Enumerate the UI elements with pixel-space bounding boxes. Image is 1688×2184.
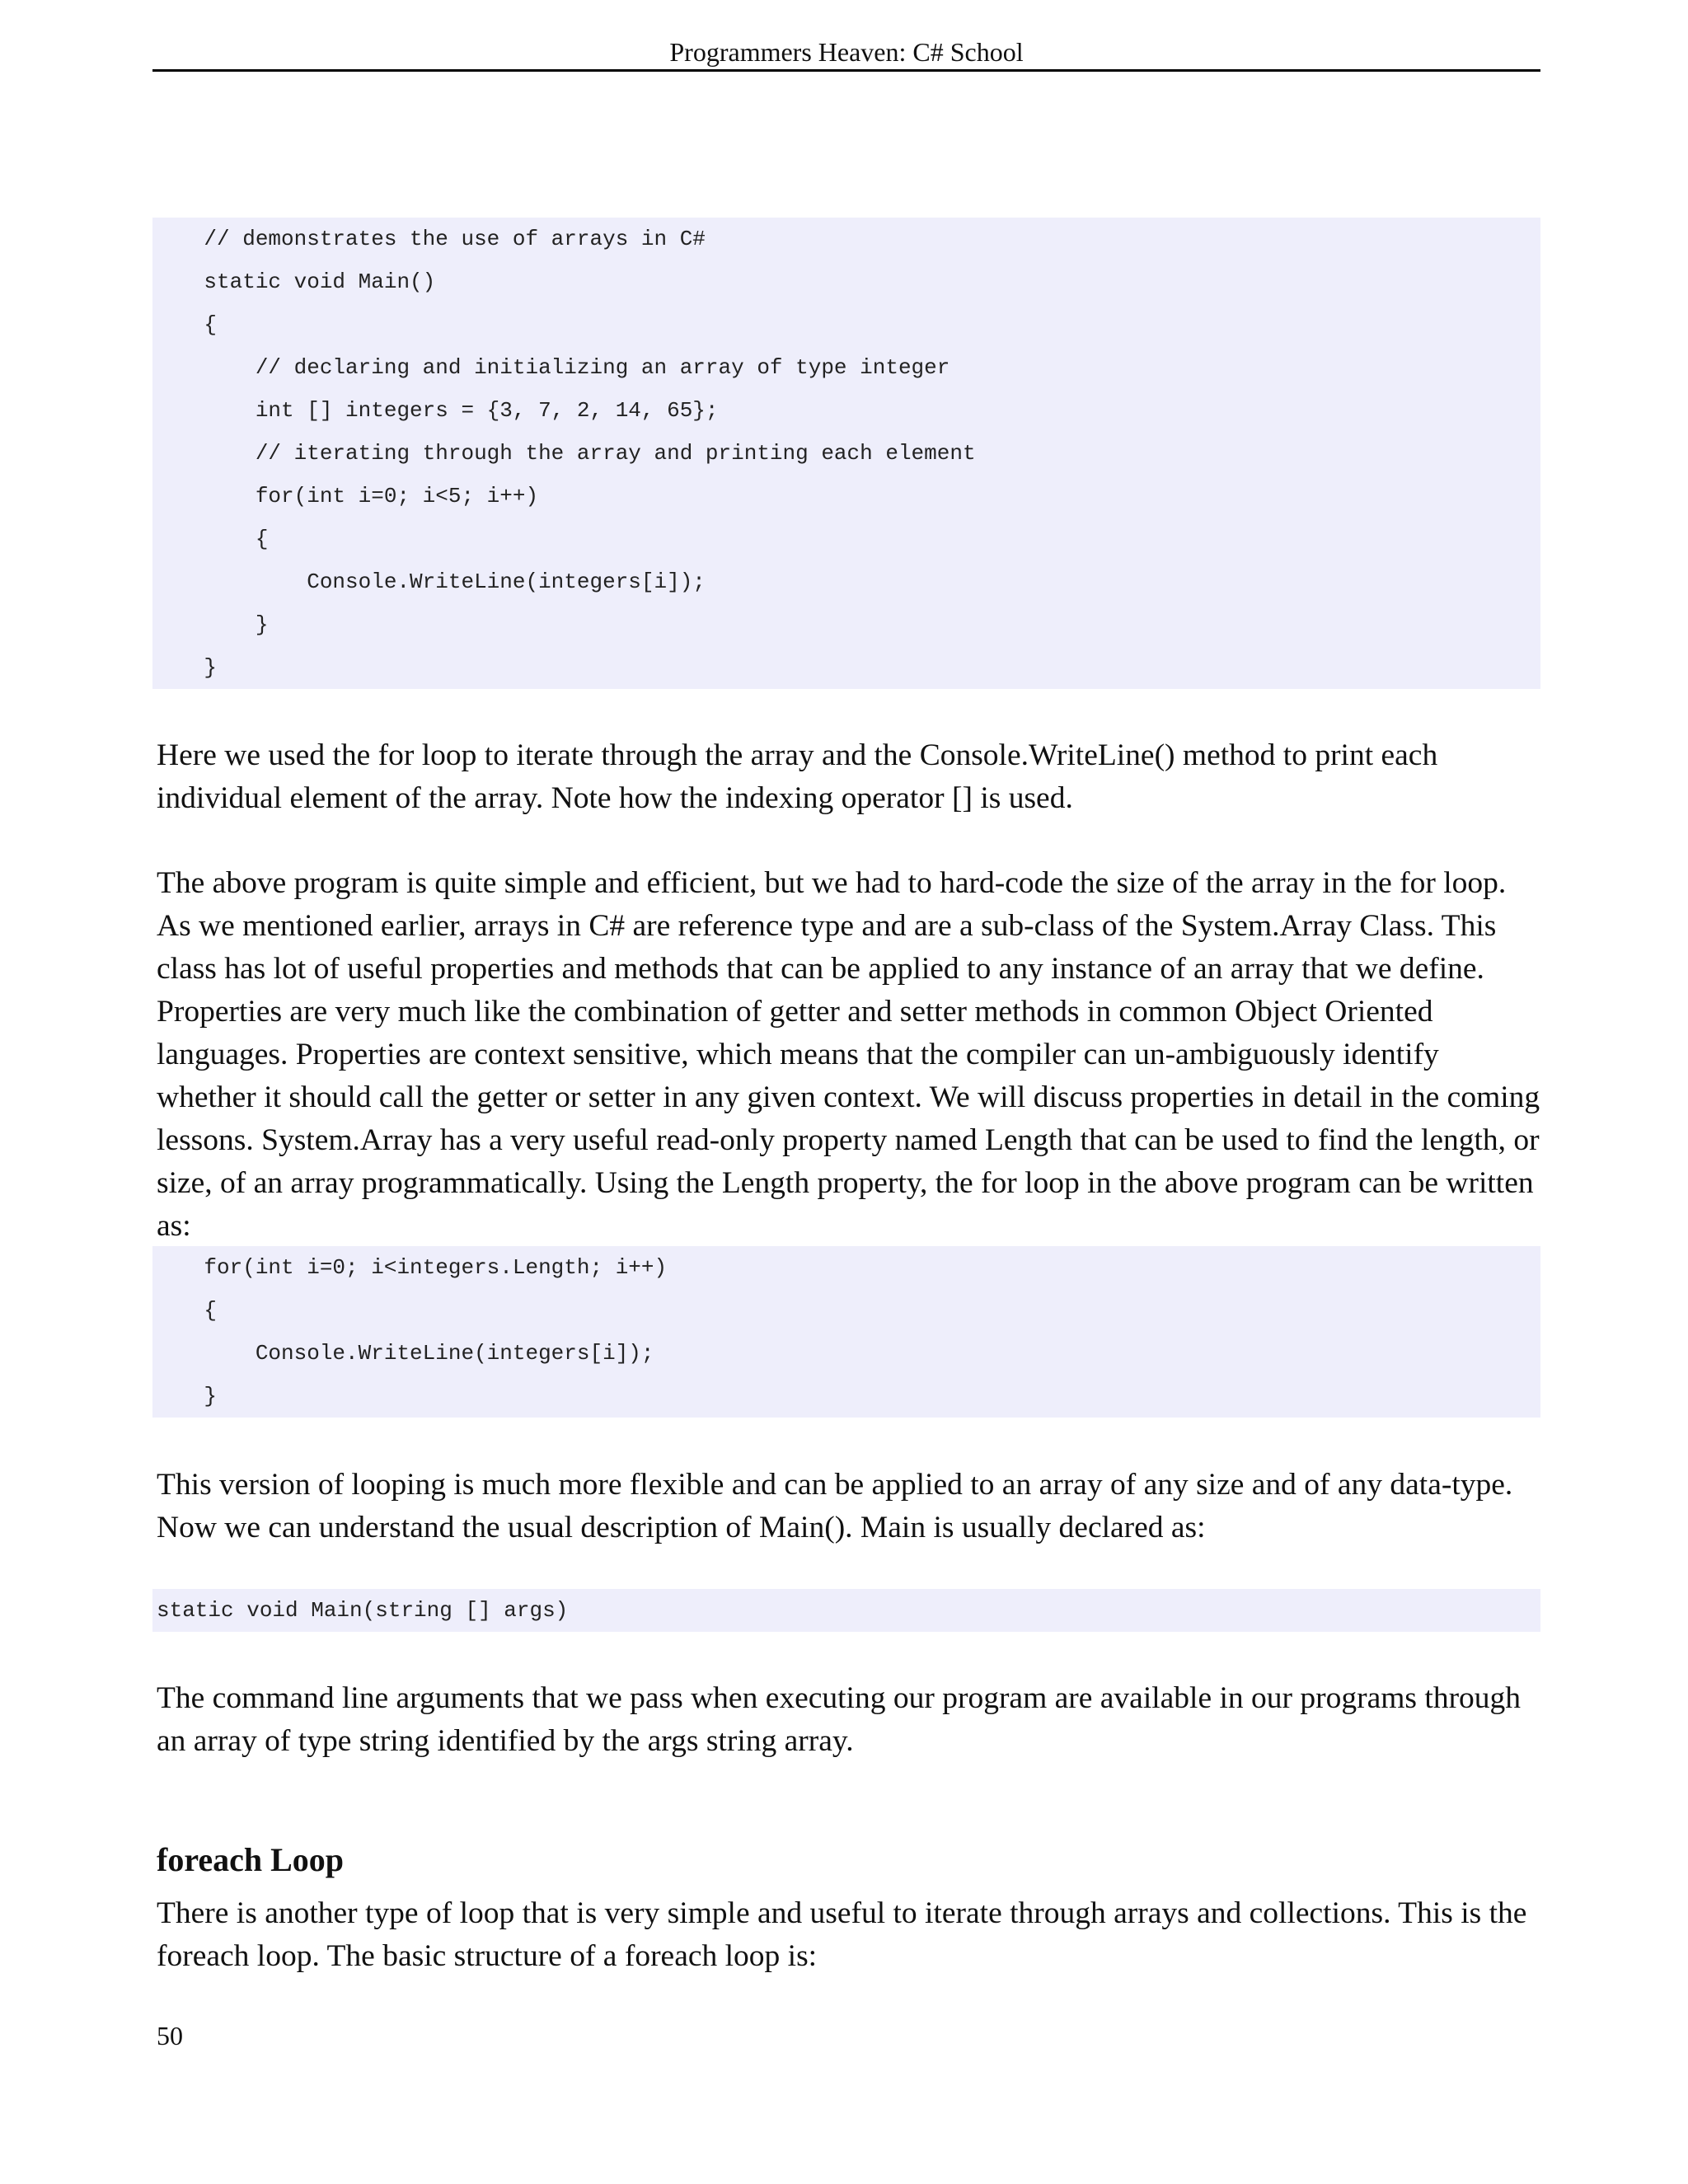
- page-header: [152, 35, 1540, 72]
- paragraph-length-property: The above program is quite simple and efficient, but we had to hard-code the size of the array in the for loop. As we mentioned earlier, arrays in C# are reference type and are a sub-class of the System.Array Class. This class has lot of useful properties and methods that can be applied to any instance of an array that we define. Properties are very much like the combination of getter and setter methods in common Object Oriented languages. Properties are context sensitive, which means that the compiler can un-ambiguously identify whether it should call the getter or setter in any given context. We will discuss properties in detail in the coming lessons. System.Array has a very useful read-only property named Length that can be used to find the length, or size, of an array programmatically. Using the Length property, the for loop in the above program can be written as:: [157, 866, 1540, 1243]
- code-line: }: [152, 1384, 218, 1408]
- code-line: Console.WriteLine(integers[i]);: [152, 1341, 654, 1366]
- code-line: }: [152, 655, 218, 680]
- code-line: static void Main(): [152, 269, 436, 294]
- code-block-array-demo: [152, 218, 1540, 689]
- page-number: 50: [157, 2021, 183, 2050]
- code-line: }: [152, 612, 269, 637]
- code-line: // declaring and initializing an array of type integer: [152, 355, 950, 380]
- code-line: {: [152, 1298, 218, 1323]
- code-line: {: [152, 312, 218, 337]
- paragraph-for-loop-explanation: Here we used the for loop to iterate through the array and the Console.WriteLine() method to print each individual element of the array. Note how the indexing operator [] is used.: [157, 738, 1438, 815]
- code-line: int [] integers = {3, 7, 2, 14, 65};: [152, 398, 719, 423]
- code-line: {: [152, 527, 269, 551]
- code-line: Console.WriteLine(integers[i]);: [152, 569, 706, 594]
- paragraph-command-line-args: The command line arguments that we pass when executing our program are available in our programs through an array of type string identified by the args string array.: [157, 1681, 1522, 1758]
- code-line: for(int i=0; i<integers.Length; i++): [152, 1255, 668, 1280]
- code-block-main-signature: [152, 1589, 1540, 1632]
- code-line: // demonstrates the use of arrays in C#: [152, 227, 706, 251]
- code-line: for(int i=0; i<5; i++): [152, 484, 539, 509]
- code-block-length-loop: [152, 1246, 1540, 1418]
- page-header-title: Programmers Heaven: C# School: [669, 37, 1024, 67]
- code-line: // iterating through the array and printing each element: [152, 441, 976, 466]
- paragraph-flexible-looping: This version of looping is much more flexible and can be applied to an array of any size and of any data-type. Now we can understand the usual description of Main(). Main is usually declared as:: [157, 1468, 1513, 1544]
- section-heading: foreach Loop: [157, 1841, 345, 1878]
- code-line: static void Main(string [] args): [157, 1598, 569, 1623]
- paragraph-foreach-intro: There is another type of loop that is very simple and useful to iterate through arrays and collections. This is the foreach loop. The basic structure of a foreach loop is:: [157, 1896, 1527, 1973]
